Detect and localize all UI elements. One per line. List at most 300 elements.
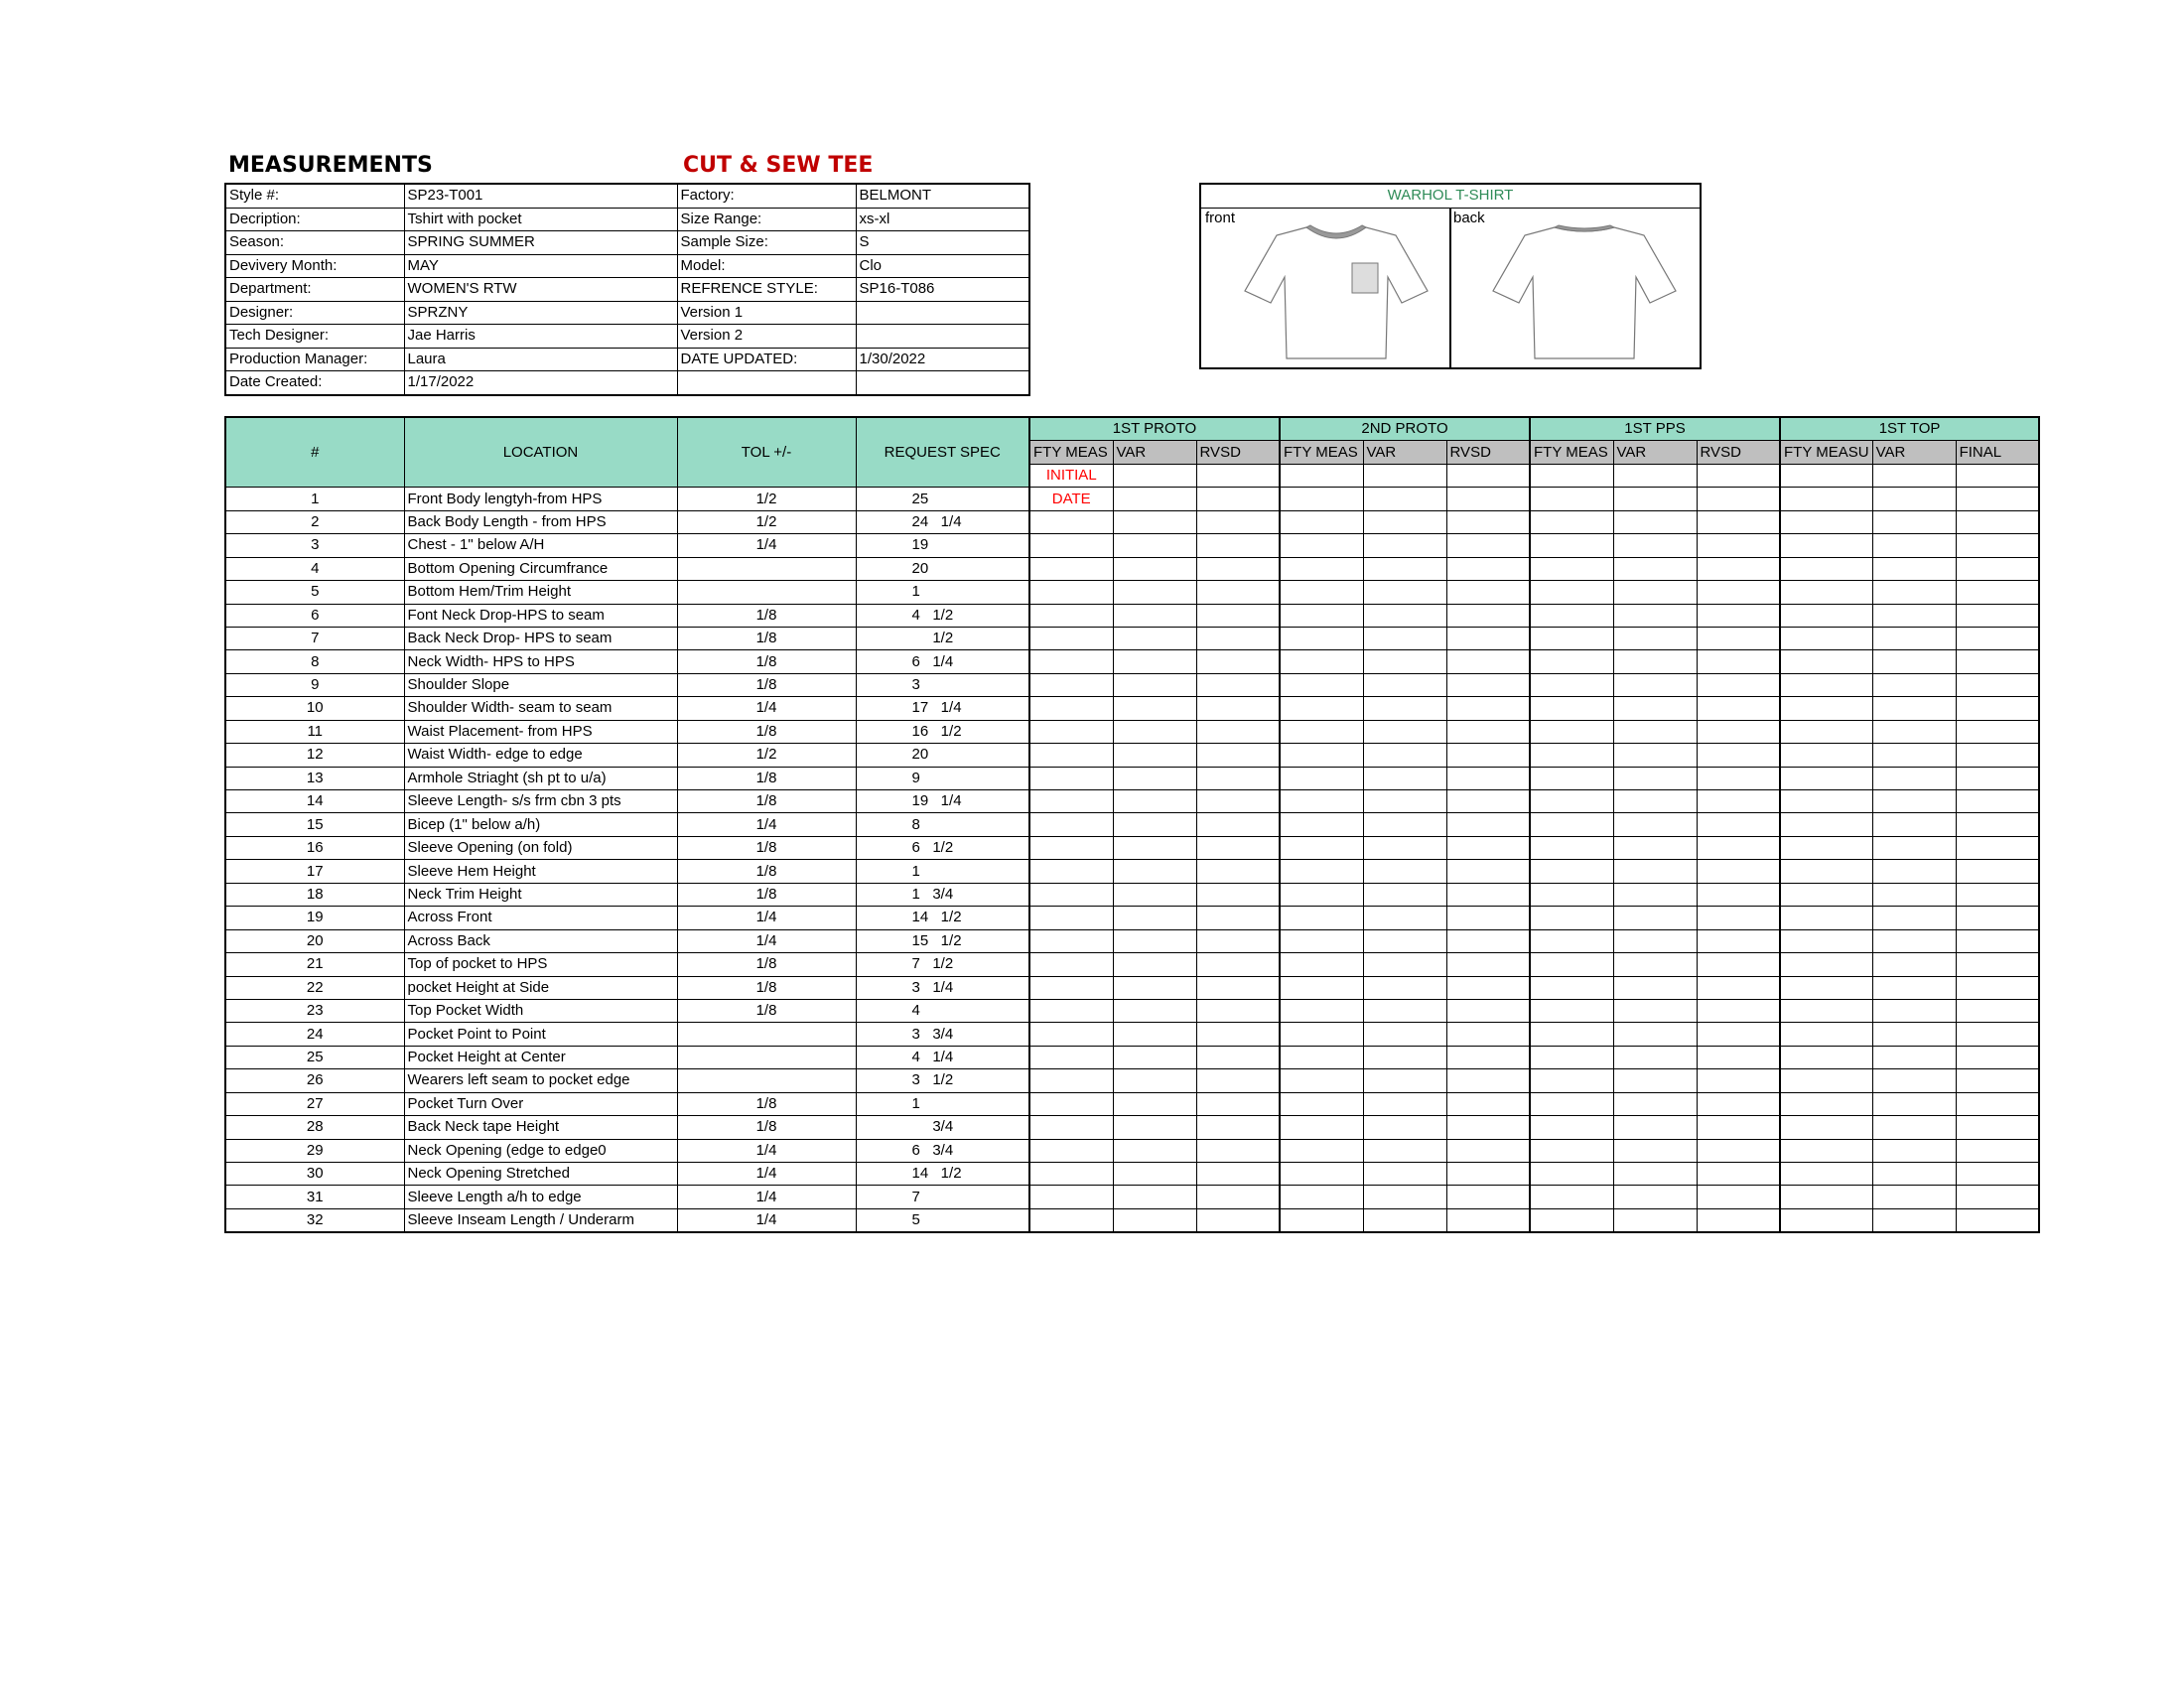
- entry-cell: [1872, 860, 1956, 883]
- entry-cell: [1613, 883, 1697, 906]
- entry-cell: [1697, 1139, 1780, 1162]
- row-location: Neck Trim Height: [404, 883, 677, 906]
- row-tolerance: 1/8: [677, 604, 856, 627]
- subheader-cell: FTY MEAS: [1029, 441, 1113, 464]
- entry-cell: [1029, 604, 1113, 627]
- entry-cell: [1872, 1139, 1956, 1162]
- entry-cell: [1280, 953, 1363, 976]
- entry-cell: [1363, 1116, 1446, 1139]
- entry-cell: [1446, 836, 1530, 859]
- row-number: 28: [225, 1116, 404, 1139]
- entry-cell: [1780, 976, 1872, 999]
- front-label: front: [1205, 210, 1236, 226]
- entry-cell: [1029, 650, 1113, 673]
- row-location: Across Back: [404, 929, 677, 952]
- row-tolerance: 1/8: [677, 883, 856, 906]
- entry-cell: [1956, 929, 2039, 952]
- entry-cell: [1697, 790, 1780, 813]
- entry-cell: [1029, 557, 1113, 580]
- entry-cell: [1446, 999, 1530, 1022]
- row-spec: 3/4: [856, 1116, 1029, 1139]
- row-tolerance: 1/4: [677, 1139, 856, 1162]
- entry-cell: [1196, 767, 1280, 789]
- entry-cell: [1029, 1116, 1113, 1139]
- entry-cell: [1530, 1069, 1613, 1092]
- entry-cell: [1113, 790, 1196, 813]
- entry-cell: [1872, 836, 1956, 859]
- entry-cell: [1697, 1186, 1780, 1208]
- entry-cell: [1363, 1186, 1446, 1208]
- entry-cell: [1113, 1046, 1196, 1068]
- entry-cell: [1446, 907, 1530, 929]
- row-location: Shoulder Width- seam to seam: [404, 697, 677, 720]
- row-location: Bicep (1" below a/h): [404, 813, 677, 836]
- sketch-title: WARHOL T-SHIRT: [1201, 185, 1700, 209]
- row-tolerance: 1/8: [677, 627, 856, 649]
- entry-cell: [1697, 1208, 1780, 1232]
- entry-cell: [1872, 697, 1956, 720]
- entry-cell: [1780, 1023, 1872, 1046]
- entry-cell: [1196, 581, 1280, 604]
- entry-cell: [1697, 999, 1780, 1022]
- entry-cell: [1029, 510, 1113, 533]
- entry-cell: [1613, 1163, 1697, 1186]
- entry-cell: [1697, 581, 1780, 604]
- tshirt-back-icon: [1485, 213, 1684, 362]
- entry-cell: [1029, 907, 1113, 929]
- entry-cell: [1113, 488, 1196, 510]
- subheader-cell: VAR: [1113, 441, 1196, 464]
- group-header: 1ST TOP: [1780, 417, 2039, 441]
- entry-cell: [1872, 883, 1956, 906]
- row-tolerance: 1/8: [677, 650, 856, 673]
- row-spec: 19 1/4: [856, 790, 1029, 813]
- row-spec: 3 1/2: [856, 1069, 1029, 1092]
- row-location: Sleeve Inseam Length / Underarm: [404, 1208, 677, 1232]
- entry-cell: [1613, 790, 1697, 813]
- entry-cell: [1956, 604, 2039, 627]
- entry-cell: [1780, 883, 1872, 906]
- entry-cell: [1196, 999, 1280, 1022]
- entry-cell: [1780, 673, 1872, 696]
- table-row: [225, 1116, 2039, 1139]
- entry-cell: [1613, 767, 1697, 789]
- info-row: [225, 278, 1029, 302]
- entry-cell: [1196, 813, 1280, 836]
- row-tolerance: 1/2: [677, 744, 856, 767]
- table-row: [225, 999, 2039, 1022]
- table-row: [225, 883, 2039, 906]
- entry-cell: [1113, 534, 1196, 557]
- entry-cell: [1780, 510, 1872, 533]
- entry-cell: [1113, 697, 1196, 720]
- entry-cell: [1956, 534, 2039, 557]
- entry-cell: [1446, 534, 1530, 557]
- entry-cell: [1363, 1046, 1446, 1068]
- info-label: Model:: [677, 254, 856, 278]
- entry-cell: [1363, 813, 1446, 836]
- entry-cell: [1872, 1208, 1956, 1232]
- row-location: Front Body lengtyh-from HPS: [404, 488, 677, 510]
- entry-cell: [1780, 999, 1872, 1022]
- entry-cell: [1363, 1139, 1446, 1162]
- entry-cell: [1446, 813, 1530, 836]
- info-label: Date Created:: [225, 371, 404, 395]
- entry-cell: [1956, 813, 2039, 836]
- row-spec: 19: [856, 534, 1029, 557]
- entry-cell: [1196, 1069, 1280, 1092]
- entry-cell: [1530, 929, 1613, 952]
- entry-cell: [1872, 1186, 1956, 1208]
- entry-cell: [1363, 697, 1446, 720]
- table-row: [225, 1046, 2039, 1068]
- entry-cell: [1113, 767, 1196, 789]
- entry-cell: [1029, 720, 1113, 743]
- row-location: Top Pocket Width: [404, 999, 677, 1022]
- row-location: Sleeve Hem Height: [404, 860, 677, 883]
- table-row: [225, 604, 2039, 627]
- row-tolerance: 1/8: [677, 1092, 856, 1115]
- row-spec: 20: [856, 744, 1029, 767]
- entry-cell: [1280, 929, 1363, 952]
- entry-cell: [1956, 697, 2039, 720]
- entry-cell: [1530, 767, 1613, 789]
- entry-cell: [1780, 604, 1872, 627]
- entry-cell: [1697, 813, 1780, 836]
- entry-cell: [1280, 1139, 1363, 1162]
- row-number: 14: [225, 790, 404, 813]
- info-label: Production Manager:: [225, 348, 404, 371]
- entry-cell: [1446, 976, 1530, 999]
- row-location: Back Body Length - from HPS: [404, 510, 677, 533]
- row-number: 29: [225, 1139, 404, 1162]
- entry-cell: [1029, 1139, 1113, 1162]
- row-tolerance: 1/8: [677, 976, 856, 999]
- entry-cell: [1697, 953, 1780, 976]
- entry-cell: [1446, 883, 1530, 906]
- entry-cell: [1029, 1186, 1113, 1208]
- row-number: 32: [225, 1208, 404, 1232]
- entry-cell: [1113, 1023, 1196, 1046]
- row-spec: 15 1/2: [856, 929, 1029, 952]
- entry-cell: [1780, 557, 1872, 580]
- table-row: [225, 1023, 2039, 1046]
- table-row: [225, 1208, 2039, 1232]
- row-number: 23: [225, 999, 404, 1022]
- entry-cell: [1697, 604, 1780, 627]
- entry-cell: [1780, 907, 1872, 929]
- entry-cell: [1613, 929, 1697, 952]
- entry-cell: [1780, 1186, 1872, 1208]
- entry-cell: [1697, 464, 1780, 487]
- entry-cell: [1446, 1208, 1530, 1232]
- row-location: Top of pocket to HPS: [404, 953, 677, 976]
- entry-cell: [1780, 697, 1872, 720]
- entry-cell: [1446, 488, 1530, 510]
- entry-cell: [1872, 1116, 1956, 1139]
- entry-cell: [1113, 581, 1196, 604]
- entry-cell: [1280, 720, 1363, 743]
- entry-cell: [1113, 557, 1196, 580]
- entry-cell: [1280, 534, 1363, 557]
- entry-cell: [1196, 883, 1280, 906]
- front-sketch: [1201, 208, 1451, 367]
- row-spec: 4: [856, 999, 1029, 1022]
- info-label: Designer:: [225, 301, 404, 325]
- row-spec: 8: [856, 813, 1029, 836]
- info-row: [225, 371, 1029, 395]
- entry-cell: [1530, 976, 1613, 999]
- entry-cell: [1956, 836, 2039, 859]
- row-number: 24: [225, 1023, 404, 1046]
- entry-cell: [1530, 720, 1613, 743]
- row-spec: 16 1/2: [856, 720, 1029, 743]
- entry-cell: [1697, 697, 1780, 720]
- row-spec: 6 1/4: [856, 650, 1029, 673]
- col-header-tol: TOL +/-: [677, 417, 856, 488]
- row-tolerance: 1/4: [677, 1186, 856, 1208]
- entry-cell: [1280, 557, 1363, 580]
- entry-cell: [1196, 1139, 1280, 1162]
- row-location: Neck Opening Stretched: [404, 1163, 677, 1186]
- entry-cell: [1029, 627, 1113, 649]
- info-label: Version 2: [677, 325, 856, 349]
- subheader-cell: RVSD: [1697, 441, 1780, 464]
- entry-cell: [1697, 1069, 1780, 1092]
- info-label: Devivery Month:: [225, 254, 404, 278]
- row-spec: 24 1/4: [856, 510, 1029, 533]
- entry-cell: [1280, 673, 1363, 696]
- row-spec: 1 3/4: [856, 883, 1029, 906]
- entry-cell: [1363, 673, 1446, 696]
- info-value: Laura: [404, 348, 677, 371]
- entry-cell: [1697, 929, 1780, 952]
- info-value: 1/17/2022: [404, 371, 677, 395]
- entry-cell: [1196, 1092, 1280, 1115]
- entry-cell: [1780, 1139, 1872, 1162]
- entry-cell: [1113, 673, 1196, 696]
- table-row: [225, 790, 2039, 813]
- initial-date-label: INITIAL: [1029, 464, 1113, 487]
- entry-cell: [1956, 1092, 2039, 1115]
- entry-cell: [1363, 1023, 1446, 1046]
- entry-cell: [1780, 627, 1872, 649]
- row-location: Neck Opening (edge to edge0: [404, 1139, 677, 1162]
- entry-cell: [1280, 813, 1363, 836]
- entry-cell: [1956, 1046, 2039, 1068]
- table-row: [225, 744, 2039, 767]
- entry-cell: [1196, 464, 1280, 487]
- info-label: DATE UPDATED:: [677, 348, 856, 371]
- row-spec: 17 1/4: [856, 697, 1029, 720]
- row-spec: 3: [856, 673, 1029, 696]
- entry-cell: [1029, 1069, 1113, 1092]
- entry-cell: [1196, 1116, 1280, 1139]
- entry-cell: [1872, 627, 1956, 649]
- info-label: Sample Size:: [677, 231, 856, 255]
- entry-cell: [1613, 999, 1697, 1022]
- page-title: MEASUREMENTS: [228, 153, 433, 178]
- entry-cell: [1613, 813, 1697, 836]
- entry-cell: [1780, 1092, 1872, 1115]
- entry-cell: [1530, 488, 1613, 510]
- info-value: SPRING SUMMER: [404, 231, 677, 255]
- info-label: Season:: [225, 231, 404, 255]
- col-header-num: #: [225, 417, 404, 488]
- entry-cell: [1446, 744, 1530, 767]
- entry-cell: [1613, 534, 1697, 557]
- entry-cell: [1613, 510, 1697, 533]
- entry-cell: [1530, 999, 1613, 1022]
- row-number: 2: [225, 510, 404, 533]
- row-number: 4: [225, 557, 404, 580]
- info-label: Factory:: [677, 184, 856, 208]
- entry-cell: [1029, 1208, 1113, 1232]
- row-tolerance: [677, 557, 856, 580]
- entry-cell: [1697, 836, 1780, 859]
- entry-cell: [1872, 1163, 1956, 1186]
- info-value: SP16-T086: [856, 278, 1029, 302]
- entry-cell: [1530, 1186, 1613, 1208]
- table-row: [225, 860, 2039, 883]
- info-value: SPRZNY: [404, 301, 677, 325]
- entry-cell: [1872, 581, 1956, 604]
- entry-cell: [1363, 1069, 1446, 1092]
- entry-cell: [1780, 953, 1872, 976]
- entry-cell: [1956, 581, 2039, 604]
- row-number: 15: [225, 813, 404, 836]
- entry-cell: [1780, 813, 1872, 836]
- entry-cell: [1196, 697, 1280, 720]
- table-row: [225, 1139, 2039, 1162]
- entry-cell: [1113, 976, 1196, 999]
- entry-cell: [1613, 697, 1697, 720]
- entry-cell: [1697, 1046, 1780, 1068]
- entry-cell: [1697, 1116, 1780, 1139]
- entry-cell: [1446, 650, 1530, 673]
- entry-cell: [1029, 673, 1113, 696]
- entry-cell: [1196, 836, 1280, 859]
- entry-cell: [1196, 1046, 1280, 1068]
- entry-cell: [1196, 510, 1280, 533]
- entry-cell: [1956, 510, 2039, 533]
- row-number: 10: [225, 697, 404, 720]
- entry-cell: [1113, 953, 1196, 976]
- row-location: Sleeve Opening (on fold): [404, 836, 677, 859]
- row-location: Back Neck tape Height: [404, 1116, 677, 1139]
- row-number: 22: [225, 976, 404, 999]
- group-header: 1ST PROTO: [1029, 417, 1280, 441]
- back-sketch: [1449, 208, 1700, 367]
- entry-cell: [1697, 767, 1780, 789]
- entry-cell: [1697, 883, 1780, 906]
- entry-cell: [1363, 999, 1446, 1022]
- row-tolerance: [677, 581, 856, 604]
- entry-cell: [1280, 1208, 1363, 1232]
- info-label: Style #:: [225, 184, 404, 208]
- entry-cell: [1113, 627, 1196, 649]
- info-value: 1/30/2022: [856, 348, 1029, 371]
- row-tolerance: 1/8: [677, 720, 856, 743]
- row-location: Font Neck Drop-HPS to seam: [404, 604, 677, 627]
- entry-cell: [1113, 883, 1196, 906]
- entry-cell: [1196, 627, 1280, 649]
- info-value: BELMONT: [856, 184, 1029, 208]
- entry-cell: [1530, 627, 1613, 649]
- row-location: Wearers left seam to pocket edge: [404, 1069, 677, 1092]
- entry-cell: [1113, 604, 1196, 627]
- entry-cell: [1446, 860, 1530, 883]
- entry-cell: [1780, 581, 1872, 604]
- group-header: 2ND PROTO: [1280, 417, 1530, 441]
- row-spec: 4 1/4: [856, 1046, 1029, 1068]
- entry-cell: [1956, 1069, 2039, 1092]
- row-location: Waist Width- edge to edge: [404, 744, 677, 767]
- table-row: [225, 510, 2039, 533]
- row-number: 5: [225, 581, 404, 604]
- row-tolerance: 1/8: [677, 673, 856, 696]
- info-value: Tshirt with pocket: [404, 208, 677, 231]
- entry-cell: [1029, 976, 1113, 999]
- row-number: 30: [225, 1163, 404, 1186]
- entry-cell: [1530, 1208, 1613, 1232]
- entry-cell: [1196, 650, 1280, 673]
- entry-cell: [1363, 907, 1446, 929]
- entry-cell: [1697, 488, 1780, 510]
- table-row: [225, 1069, 2039, 1092]
- entry-cell: [1280, 883, 1363, 906]
- entry-cell: [1446, 673, 1530, 696]
- entry-cell: [1113, 1163, 1196, 1186]
- entry-cell: [1956, 1163, 2039, 1186]
- info-row: [225, 325, 1029, 349]
- entry-cell: [1872, 1023, 1956, 1046]
- table-row: [225, 581, 2039, 604]
- entry-cell: [1280, 1092, 1363, 1115]
- row-number: 11: [225, 720, 404, 743]
- entry-cell: [1613, 1116, 1697, 1139]
- entry-cell: [1613, 953, 1697, 976]
- info-label: Decription:: [225, 208, 404, 231]
- row-tolerance: [677, 1069, 856, 1092]
- subheader-cell: FTY MEAS: [1280, 441, 1363, 464]
- entry-cell: [1697, 650, 1780, 673]
- info-label: REFRENCE STYLE:: [677, 278, 856, 302]
- entry-cell: [1113, 836, 1196, 859]
- header-row: [225, 417, 2039, 441]
- row-number: 27: [225, 1092, 404, 1115]
- row-number: 9: [225, 673, 404, 696]
- entry-cell: [1029, 883, 1113, 906]
- info-row: [225, 301, 1029, 325]
- entry-cell: [1613, 1208, 1697, 1232]
- entry-cell: [1113, 999, 1196, 1022]
- row-number: 21: [225, 953, 404, 976]
- entry-cell: [1697, 534, 1780, 557]
- entry-cell: [1113, 1139, 1196, 1162]
- entry-cell: [1872, 999, 1956, 1022]
- info-value: S: [856, 231, 1029, 255]
- entry-cell: [1196, 860, 1280, 883]
- entry-cell: [1113, 510, 1196, 533]
- info-value: [856, 325, 1029, 349]
- entry-cell: [1613, 1139, 1697, 1162]
- entry-cell: [1029, 813, 1113, 836]
- table-row: [225, 534, 2039, 557]
- entry-cell: [1613, 1023, 1697, 1046]
- entry-cell: [1446, 720, 1530, 743]
- entry-cell: [1872, 1092, 1956, 1115]
